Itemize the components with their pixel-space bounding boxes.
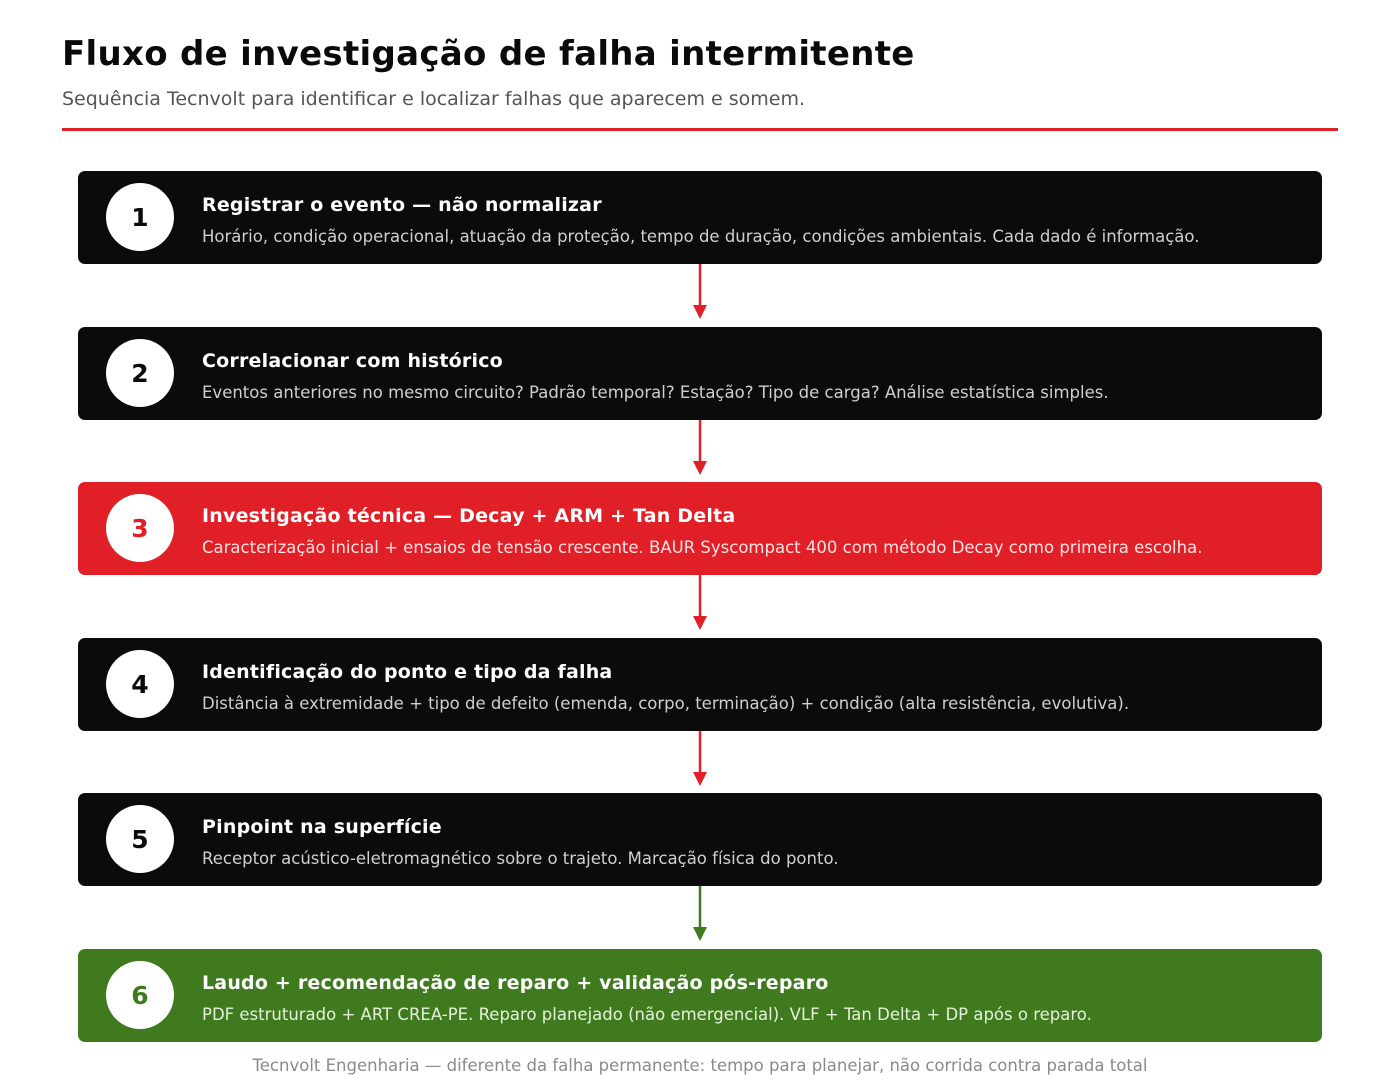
footer-note: Tecnvolt Engenharia — diferente da falha permanente: tempo para planejar, não corrida contra parada total	[252, 1056, 1148, 1075]
step-description: Horário, condição operacional, atuação da proteção, tempo de duração, condições ambientais. Cada dado é informação.	[202, 227, 1200, 246]
title-divider	[62, 128, 1338, 131]
flow-step-5	[78, 793, 1322, 886]
flow-arrow-5-6	[690, 886, 710, 942]
flow-step-3	[78, 482, 1322, 575]
flow-step-4	[78, 638, 1322, 731]
page-subtitle: Sequência Tecnvolt para identificar e localizar falhas que aparecem e somem.	[62, 88, 806, 110]
step-title: Identificação do ponto e tipo da falha	[202, 661, 613, 683]
step-description: Eventos anteriores no mesmo circuito? Padrão temporal? Estação? Tipo de carga? Análise estatística simples.	[202, 383, 1109, 402]
step-number-badge: 4	[106, 650, 174, 718]
step-title: Registrar o evento — não normalizar	[202, 194, 602, 216]
step-number-badge: 6	[106, 961, 174, 1029]
step-description: Receptor acústico-eletromagnético sobre o trajeto. Marcação física do ponto.	[202, 849, 839, 868]
step-description: Distância à extremidade + tipo de defeito (emenda, corpo, terminação) + condição (alta resistência, evolutiva).	[202, 694, 1130, 713]
page-title: Fluxo de investigação de falha intermitente	[62, 34, 915, 74]
step-title: Correlacionar com histórico	[202, 350, 503, 372]
flow-arrow-1-2	[690, 264, 710, 320]
step-number-badge: 5	[106, 805, 174, 873]
step-number-badge: 2	[106, 339, 174, 407]
flow-arrow-4-5	[690, 731, 710, 787]
step-title: Investigação técnica — Decay + ARM + Tan Delta	[202, 505, 736, 527]
flow-arrow-3-4	[690, 575, 710, 631]
flow-arrow-2-3	[690, 420, 710, 476]
step-number-badge: 1	[106, 183, 174, 251]
flow-step-6	[78, 949, 1322, 1042]
step-title: Laudo + recomendação de reparo + validação pós-reparo	[202, 972, 829, 994]
step-description: PDF estruturado + ART CREA-PE. Reparo planejado (não emergencial). VLF + Tan Delta + DP após o reparo.	[202, 1005, 1092, 1024]
flow-step-2	[78, 327, 1322, 420]
step-title: Pinpoint na superfície	[202, 816, 442, 838]
flow-step-1	[78, 171, 1322, 264]
step-description: Caracterização inicial + ensaios de tensão crescente. BAUR Syscompact 400 com método Decay como primeira escolha.	[202, 538, 1203, 557]
step-number-badge: 3	[106, 494, 174, 562]
